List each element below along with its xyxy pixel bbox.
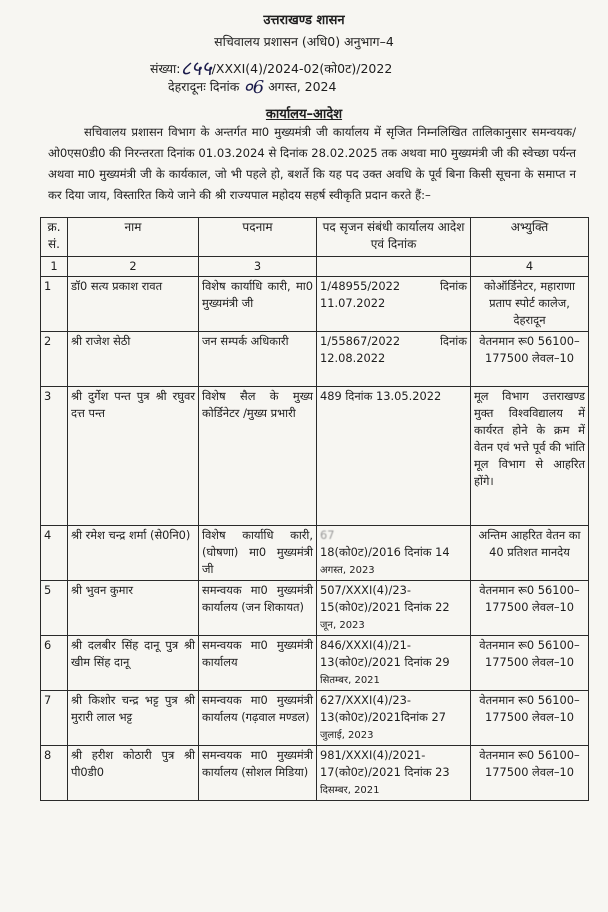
col-name: नाम	[68, 218, 199, 257]
col-serial: क्र. सं.	[41, 218, 68, 257]
handwritten-day: ०6	[243, 77, 265, 98]
department-header: सचिवालय प्रशासन (अधि0) अनुभाग–4	[214, 34, 394, 49]
govt-header: उत्तराखण्ड शासन	[263, 13, 345, 28]
table-row: 2 श्री राजेश सेठी जन सम्पर्क अधिकारी 1/55867/2022 दिनांक 12.08.2022 वेतनमान रू0 56100–177500 लेवल–10	[41, 332, 589, 387]
column-index-row: 1 2 3 4	[41, 257, 589, 277]
table-row: 6 श्री दलबीर सिंह दानू पुत्र श्री खीम सिंह दानू समन्वयक मा0 मुख्यमंत्री कार्यालय 846/XXXI(4)/21-13(को0ट)/2021 दिनांक 29 सितम्बर, 2021 वेतनमान रू0 56100–177500 लेवल–10	[41, 636, 589, 691]
date-line: देहरादूनः दिनांक ०6 अगस्त, 2024	[168, 77, 337, 98]
reference-number: संख्या:८५५/XXXI(4)/2024-02(को0ट)/2022	[150, 56, 393, 80]
appointment-table	[40, 217, 589, 801]
col-designation: पदनाम	[199, 218, 317, 257]
col-order: पद सृजन संबंधी कार्यालय आदेश एवं दिनांक	[317, 218, 471, 257]
table-header-row	[41, 218, 589, 257]
table-row: 7 श्री किशोर चन्द्र भट्ट पुत्र श्री मुरारी लाल भट्ट समन्वयक मा0 मुख्यमंत्री कार्यालय (गढ़वाल मण्डल) 627/XXXI(4)/23-13(को0ट)/2021दिनांक 27 जुलाई, 2023 वेतनमान रू0 56100–177500 लेवल–10	[41, 691, 589, 746]
order-body-text: सचिवालय प्रशासन विभाग के अन्तर्गत मा0 मुख्यमंत्री जी कार्यालय में सृजित निम्नलिखित तालिकानुसार समन्वयक/ओ0एस0डी0 की निरन्तरता दिनांक 01.03.2024 से दिनांक 28.02.2025 तक अथवा मा0 मुख्यमंत्री जी की स्वेच्छा पर्यन्त अथवा मा0 मुख्यमंत्री जी के कार्यकाल, जो भी पहले हो, बशर्ते कि यह पद उक्त अवधि के पूर्व बिना किसी सूचना के समाप्त न कर दिया जाय, विस्तारित किये जाने की श्री राज्यपाल महोदय सहर्ष स्वीकृति प्रदान करते हैं:–	[48, 125, 576, 202]
table-row: 3 श्री दुर्गेश पन्त पुत्र श्री रघुवर दत्त पन्त विशेष सैल के मुख्य कोर्डिनेटर /मुख्य प्रभारी 489 दिनांक 13.05.2022 मूल विभाग उत्तराखण्ड मुक्त विश्वविद्यालय में कार्यरत होने के क्रम में वेतन एवं भत्ते पूर्व की भांति मूल विभाग से आहरित होंगे।	[41, 387, 589, 526]
office-order-title: कार्यालय–आदेश	[265, 107, 343, 122]
table-row: 4 श्री रमेश चन्द्र शर्मा (से0नि0) विशेष कार्याधि कारी, (घोषणा) मा0 मुख्यमंत्री जी 67 18(को0ट)/2016 दिनांक 14 अगस्त, 2023 अन्तिम आहरित वेतन का 40 प्रतिशत मानदेय	[41, 526, 589, 581]
table-row: 1 डॉ0 सत्य प्रकाश रावत विशेष कार्याधि कारी, मा0 मुख्यमंत्री जी 1/48955/2022 दिनांक 11.07.2022 कोऑर्डिनेटर, महाराणा प्रताप स्पोर्ट कालेज, देहरादून	[41, 277, 589, 332]
table-row: 8 श्री हरीश कोठारी पुत्र श्री पी0डी0 समन्वयक मा0 मुख्यमंत्री कार्यालय (सोशल मिडिया) 981/XXXI(4)/2021-17(को0ट)/2021 दिनांक 23 दिसम्बर, 2021 वेतनमान रू0 56100–177500 लेवल–10	[41, 746, 589, 801]
handwritten-number: ८५५	[180, 56, 212, 80]
table-row: 5 श्री भुवन कुमार समन्वयक मा0 मुख्यमंत्री कार्यालय (जन शिकायत) 507/XXXI(4)/23-15(को0ट)/2021 दिनांक 22 जून, 2023 वेतनमान रू0 56100–177500 लेवल–10	[41, 581, 589, 636]
col-remarks: अभ्युक्ति	[471, 218, 589, 257]
